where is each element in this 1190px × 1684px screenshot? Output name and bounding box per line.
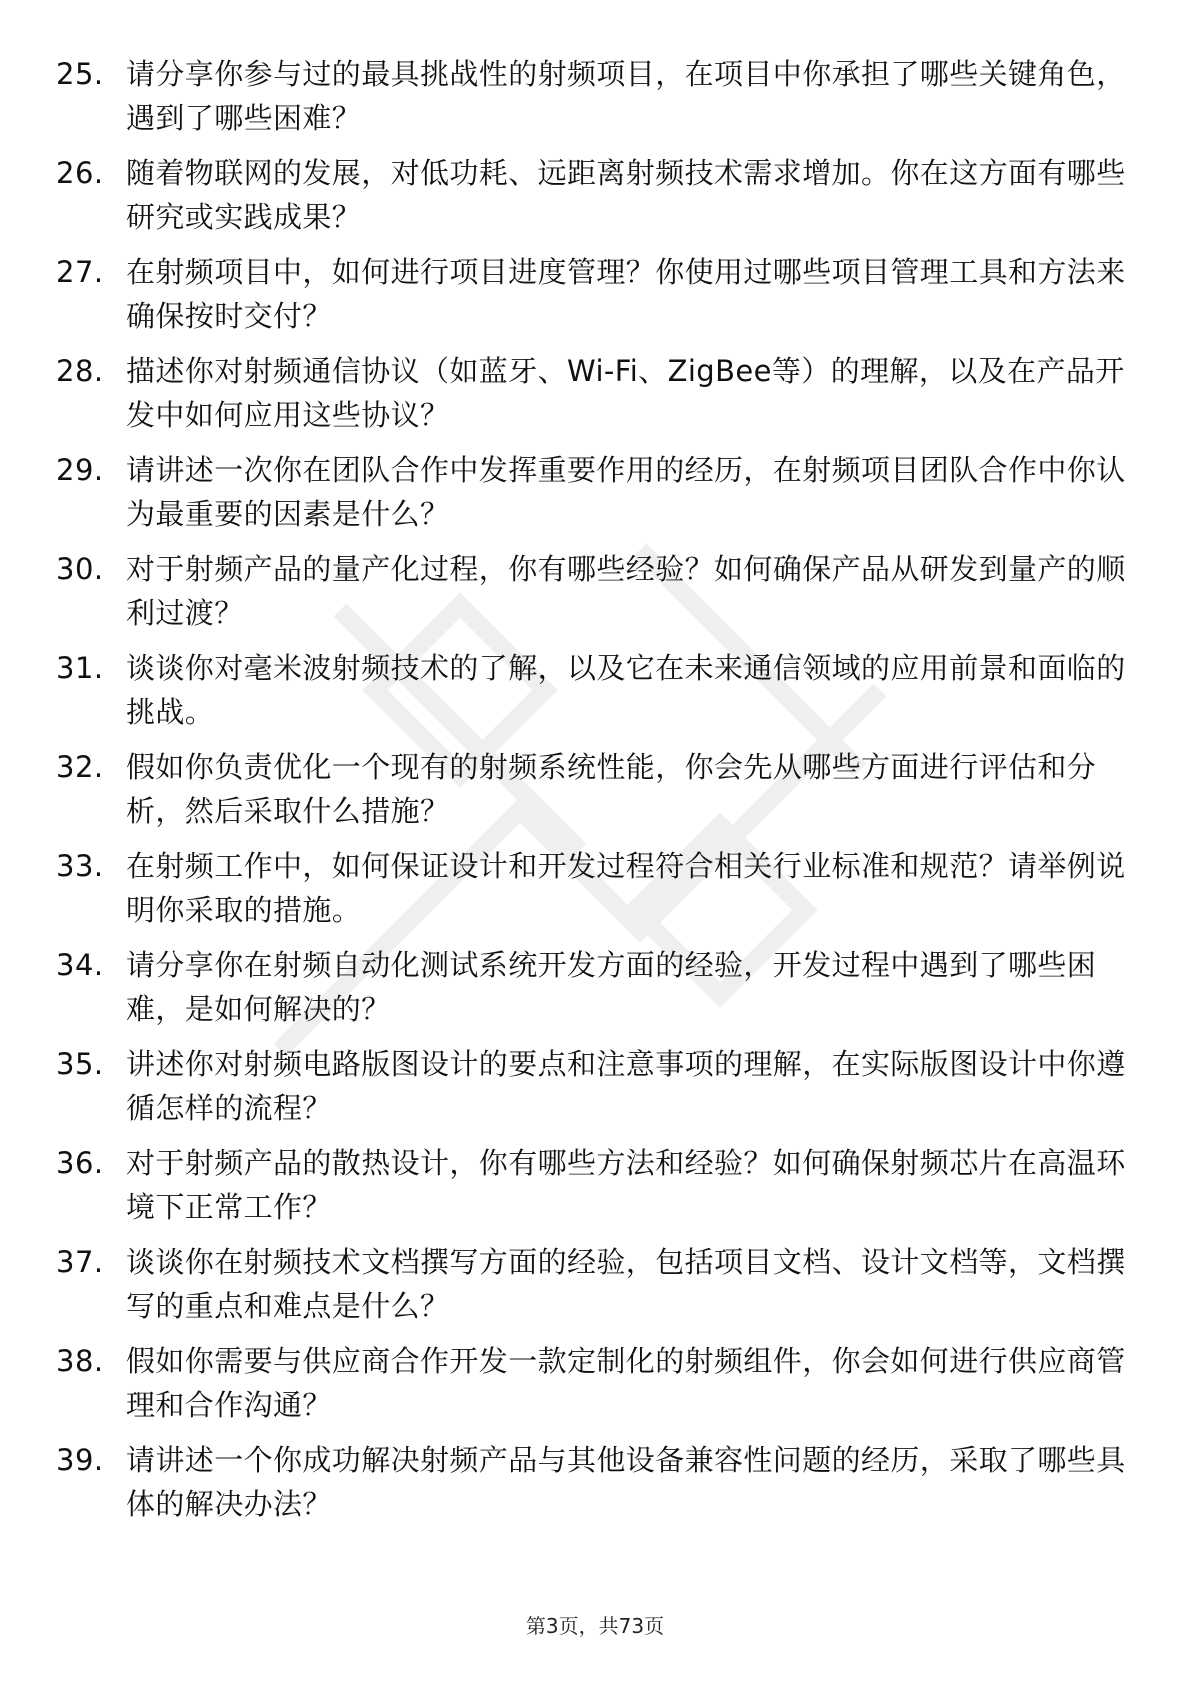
question-number: 26. [56,156,104,190]
question-item [56,151,1136,250]
question-text: 请分享你在射频自动化测试系统开发方面的经验，开发过程中遇到了哪些困难，是如何解决的？ [126,948,1097,1026]
question-item [56,349,1136,448]
question-text: 讲述你对射频电路版图设计的要点和注意事项的理解，在实际版图设计中你遵循怎样的流程？ [126,1047,1126,1125]
question-number: 27. [56,255,104,289]
question-text: 假如你负责优化一个现有的射频系统性能，你会先从哪些方面进行评估和分析，然后采取什么措施？ [126,750,1097,828]
question-number: 25. [56,57,104,91]
question-number: 30. [56,552,104,586]
question-number: 28. [56,354,104,388]
question-text: 在射频项目中，如何进行项目进度管理？你使用过哪些项目管理工具和方法来确保按时交付？ [126,255,1126,333]
question-text: 谈谈你对毫米波射频技术的了解，以及它在未来通信领域的应用前景和面临的挑战。 [126,651,1126,729]
question-item [56,52,1136,151]
question-text: 请讲述一个你成功解决射频产品与其他设备兼容性问题的经历，采取了哪些具体的解决办法？ [126,1443,1126,1521]
question-item [56,448,1136,547]
question-number: 33. [56,849,104,883]
question-text: 对于射频产品的散热设计，你有哪些方法和经验？如何确保射频芯片在高温环境下正常工作？ [126,1146,1126,1224]
question-number: 35. [56,1047,104,1081]
question-item [56,250,1136,349]
question-number: 37. [56,1245,104,1279]
question-item [56,1141,1136,1240]
question-text: 对于射频产品的量产化过程，你有哪些经验？如何确保产品从研发到量产的顺利过渡？ [126,552,1126,630]
question-item [56,547,1136,646]
question-item [56,745,1136,844]
question-item [56,646,1136,745]
question-item [56,1339,1136,1438]
question-text: 请讲述一次你在团队合作中发挥重要作用的经历，在射频项目团队合作中你认为最重要的因素是什么？ [126,453,1126,531]
question-text: 随着物联网的发展，对低功耗、远距离射频技术需求增加。你在这方面有哪些研究或实践成果？ [126,156,1126,234]
question-number: 31. [56,651,104,685]
question-number: 39. [56,1443,104,1477]
question-number: 32. [56,750,104,784]
question-number: 38. [56,1344,104,1378]
question-item [56,1240,1136,1339]
question-text: 请分享你参与过的最具挑战性的射频项目，在项目中你承担了哪些关键角色，遇到了哪些困难？ [126,57,1126,135]
question-number: 36. [56,1146,104,1180]
question-text: 在射频工作中，如何保证设计和开发过程符合相关行业标准和规范？请举例说明你采取的措施。 [126,849,1126,927]
question-item [56,1438,1136,1537]
question-text: 假如你需要与供应商合作开发一款定制化的射频组件，你会如何进行供应商管理和合作沟通？ [126,1344,1126,1422]
question-number: 29. [56,453,104,487]
question-item [56,943,1136,1042]
question-text: 描述你对射频通信协议（如蓝牙、Wi-Fi、ZigBee等）的理解，以及在产品开发中如何应用这些协议？ [126,354,1125,432]
page-footer: 第3页，共73页 [525,1614,665,1638]
question-item [56,844,1136,943]
question-number: 34. [56,948,104,982]
question-item [56,1042,1136,1141]
question-text: 谈谈你在射频技术文档撰写方面的经验，包括项目文档、设计文档等，文档撰写的重点和难点是什么？ [126,1245,1126,1323]
question-list [56,52,1136,1537]
